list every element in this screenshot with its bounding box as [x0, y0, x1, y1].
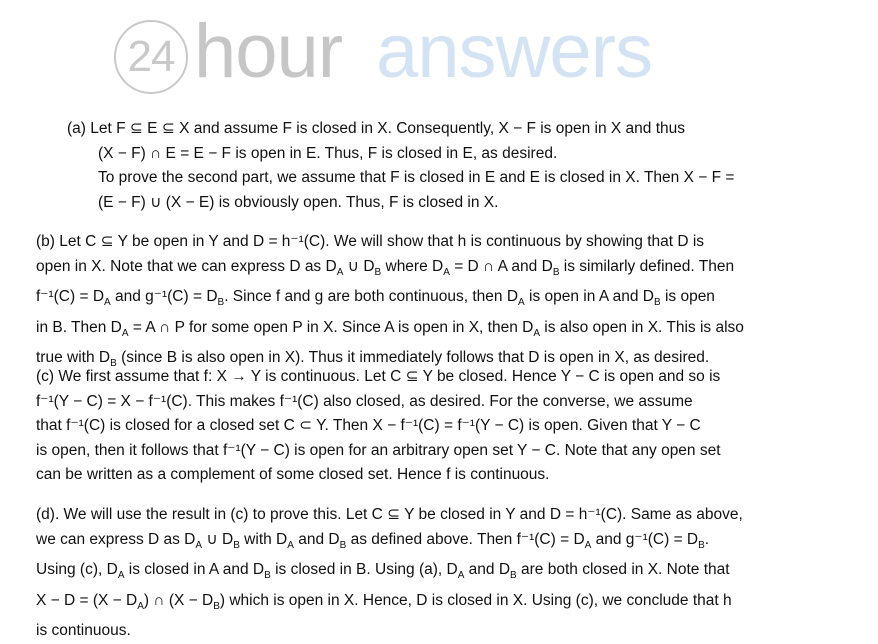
paragraph-b [36, 230, 744, 377]
paragraph-c [36, 365, 721, 488]
paragraph-c-line: that f⁻¹(C) is closed for a closed set C ⊂ Y. Then X − f⁻¹(C) = f⁻¹(Y − C) is open. Given that Y − C [36, 417, 701, 434]
paragraph-a-line: To prove the second part, we assume that F is closed in E and E is closed in X. Then X − F = [98, 169, 735, 186]
paragraph-d-line: (d). We will use the result in (c) to prove this. Let C ⊆ Y be closed in Y and D = h⁻¹(C). Same as above, [36, 506, 743, 523]
paragraph-c-line: is open, then it follows that f⁻¹(Y − C) is open for an arbitrary open set Y − C. Note that any open set [36, 441, 721, 459]
paragraph-a-line: (E − F) ∪ (X − E) is obviously open. Thus, F is closed in X. [98, 193, 499, 211]
paragraph-b-line: (b) Let C ⊆ Y be open in Y and D = h⁻¹(C). We will show that h is continuous by showing that D is [36, 233, 705, 250]
paragraph-c-line: can be written as a complement of some closed set. Hence f is continuous. [36, 466, 550, 483]
watermark-logo [114, 9, 714, 102]
paragraph-d-line: $X - D = (X - D_A)$ ∩ $(X - D_B)$ which is open in X. Hence, D is closed in X. Using (c), we conclude that h [36, 591, 732, 612]
paragraph-b-line: true with $D_B$ (since B is also open in X). Thus it immediately follows that D is open in X, as desired. [36, 349, 710, 370]
paragraph-c-line: (c) We first assume that f: X → Y is continuous. Let C ⊆ Y be closed. Hence Y − C is open and so is [36, 368, 721, 385]
paragraph-a-line: (X − F) ∩ E = E − F is open in E. Thus, F is closed in E, as desired. [98, 144, 558, 162]
paragraph-b-line: in B. Then $D_A = A$ ∩ P for some open P in X. Since A is open in X, then $D_A$ is also open in X. This is also [36, 318, 744, 339]
paragraph-d-line: we can express D as $D_A$ ∪ $D_B$ with $D_A$ and $D_B$ as defined above. Then $f^{-1}(C) = D_A$ and $g^{-1}(C) = D_B$. [36, 530, 710, 551]
paragraph-c-line: f⁻¹(Y − C) = X − f⁻¹(C). This makes f⁻¹(C) also closed, as desired. For the converse, we assume [36, 392, 693, 410]
paragraph-d [36, 503, 743, 644]
paragraph-b-line: open in X. Note that we can express D as $D_A$ ∪ $D_B$ where $D_A = D$ ∩ A and $D_B$ is similarly defined. Then [36, 257, 735, 278]
paragraph-d-line: is continuous. [36, 622, 131, 640]
logo-number: 24 [127, 32, 175, 81]
logo-word-answers: answers [376, 9, 652, 94]
paragraph-b-line: $f^{-1}(C) = D_A$ and $g^{-1}(C) = D_B$. Since f and g are both continuous, then $D_A$ is open in A and $D_B$ is open [36, 288, 715, 309]
paragraph-a-line: (a) Let F ⊆ E ⊆ X and assume F is closed in X. Consequently, X − F is open in X and thus [67, 120, 686, 137]
paragraph-a [67, 117, 734, 215]
paragraph-d-line: Using (c), $D_A$ is closed in A and $D_B$ is closed in B. Using (a), $D_A$ and $D_B$ are both closed in X. Note that [36, 561, 730, 582]
logo-word-hour: hour [194, 9, 343, 94]
